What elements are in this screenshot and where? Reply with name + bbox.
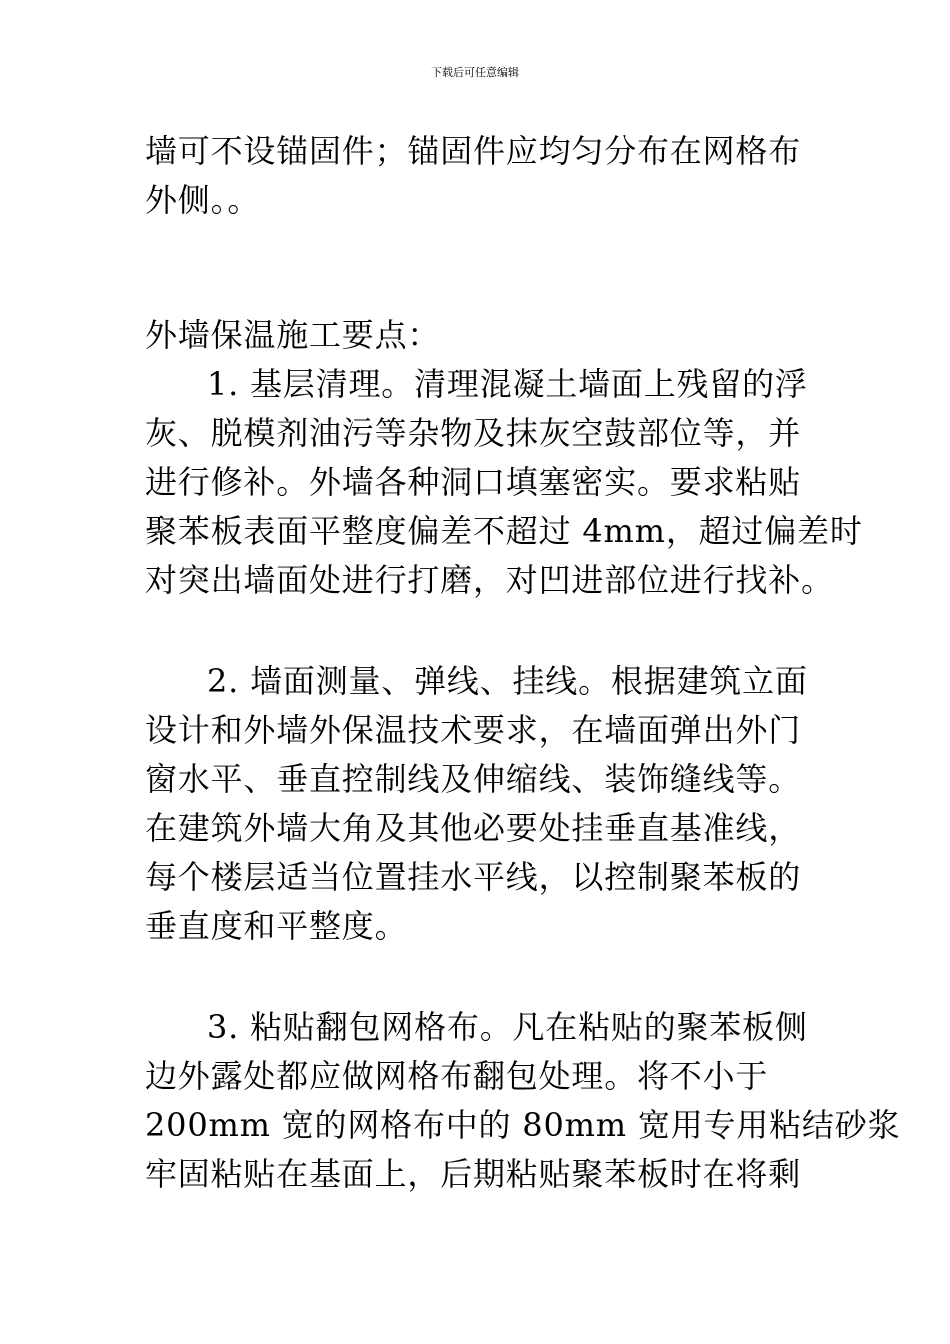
step2-line-6: 垂直度和平整度。 <box>145 907 408 945</box>
step1-line-3: 进行修补。外墙各种洞口填塞密实。要求粘贴 <box>145 463 802 501</box>
step1-line-4: 聚苯板表面平整度偏差不超过 4mm，超过偏差时 <box>145 512 863 550</box>
step3-line-2: 边外露处都应做网格布翻包处理。将不小于 <box>145 1057 769 1095</box>
paragraph-gap <box>145 225 815 311</box>
step3-line-4: 牢固粘贴在基面上，后期粘贴聚苯板时在将剩 <box>145 1155 802 1193</box>
step2-line-4: 在建筑外墙大角及其他必要处挂垂直基准线， <box>145 809 802 847</box>
step2-line-3: 窗水平、垂直控制线及伸缩线、装饰缝线等。 <box>145 760 802 798</box>
step1-line-5: 对突出墙面处进行打磨，对凹进部位进行找补。 <box>145 561 834 599</box>
step3-line-3: 200mm 宽的网格布中的 80mm 宽用专用粘结砂浆 <box>145 1106 901 1144</box>
step2-line-1: 2. 墙面测量、弹线、挂线。根据建筑立面 <box>207 662 808 700</box>
step1-line-1: 1. 基层清理。清理混凝土墙面上残留的浮 <box>207 365 808 403</box>
step2-line-5: 每个楼层适当位置挂水平线，以控制聚苯板的 <box>145 858 802 896</box>
intro-line-2: 外侧。。 <box>145 181 261 219</box>
intro-line-1: 墙可不设锚固件；锚固件应均匀分布在网格布 <box>145 132 802 170</box>
page-header: 下载后可任意编辑 <box>431 66 519 79</box>
paragraph-gap <box>145 605 815 657</box>
step1-line-2: 灰、脱模剂油污等杂物及抹灰空鼓部位等，并 <box>145 414 802 452</box>
paragraph-gap <box>145 951 815 1003</box>
step3-line-1: 3. 粘贴翻包网格布。凡在粘贴的聚苯板侧 <box>207 1008 808 1046</box>
section-heading: 外墙保温施工要点： <box>145 316 441 354</box>
document-body <box>145 127 901 1199</box>
step2-line-2: 设计和外墙外保温技术要求，在墙面弹出外门 <box>145 711 802 749</box>
